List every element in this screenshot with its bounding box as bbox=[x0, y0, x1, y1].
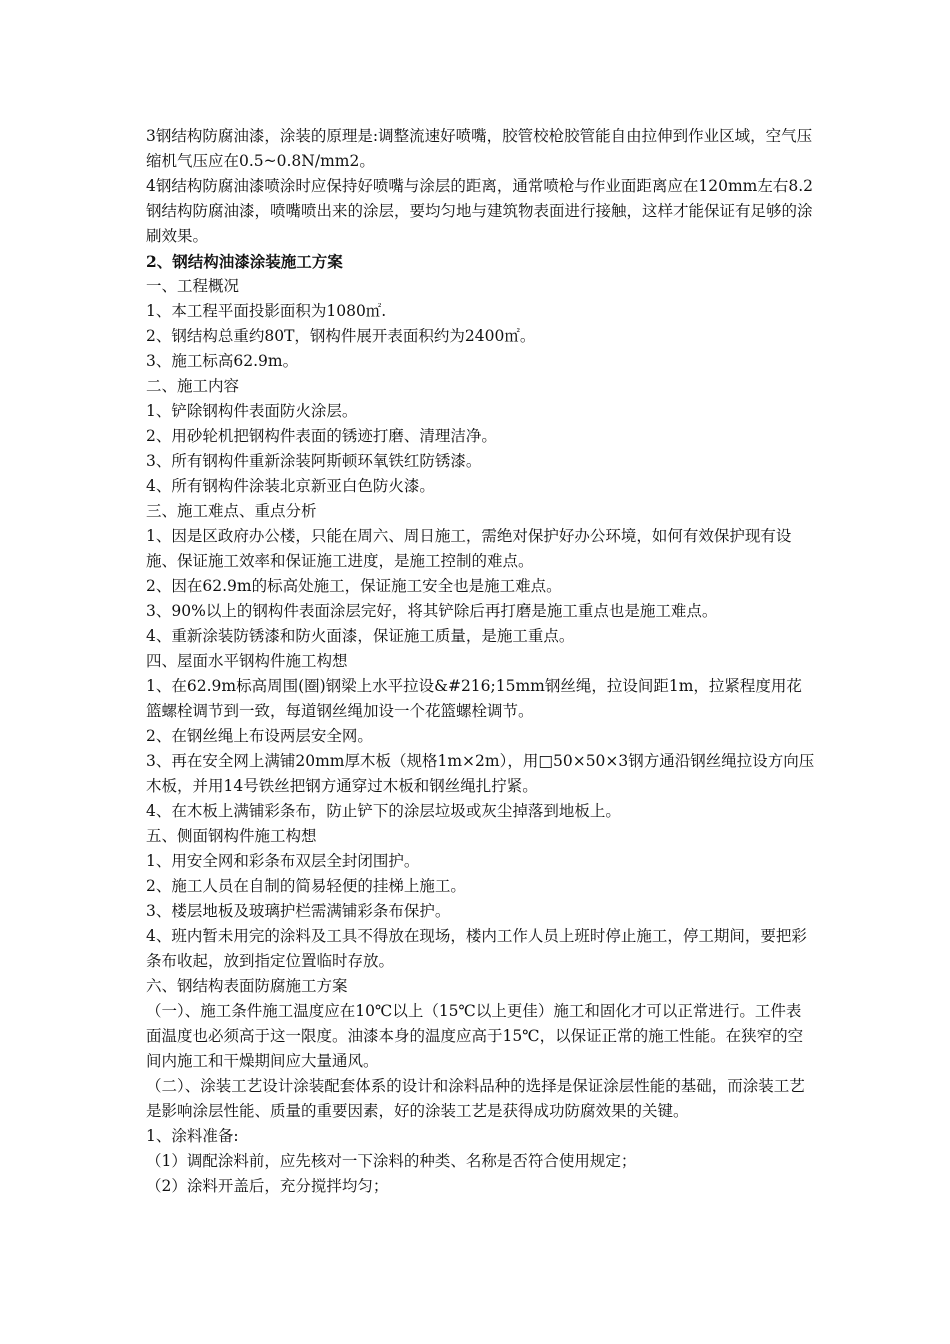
paragraph: 2、在钢丝绳上布设两层安全网。 bbox=[146, 727, 373, 745]
paragraph: （2）涂料开盖后，充分搅拌均匀； bbox=[146, 1177, 389, 1195]
paragraph: 三、施工难点、重点分析 bbox=[146, 502, 317, 520]
paragraph: 1、在62.9m标高周围(圈)钢梁上水平拉设&#216;15mm钢丝绳，拉设间距1m，拉紧程度用花篮螺栓调节到一致，每道钢丝绳加设一个花篮螺栓调节。 bbox=[146, 677, 802, 720]
paragraph: （二）、涂装工艺设计涂装配套体系的设计和涂料品种的选择是保证涂层性能的基础，而涂装工艺是影响涂层性能、质量的重要因素，好的涂装工艺是获得成功防腐效果的关键。 bbox=[146, 1077, 805, 1120]
paragraph: 2、施工人员在自制的简易轻便的挂梯上施工。 bbox=[146, 877, 466, 895]
paragraph: 4、在木板上满铺彩条布，防止铲下的涂层垃圾或灰尘掉落到地板上。 bbox=[146, 802, 621, 820]
paragraph: 六、钢结构表面防腐施工方案 bbox=[146, 977, 348, 995]
paragraph: 2、钢结构总重约80T，钢构件展开表面积约为2400㎡。 bbox=[146, 327, 536, 345]
paragraph: 四、屋面水平钢构件施工构想 bbox=[146, 652, 348, 670]
paragraph: （一）、施工条件施工温度应在10℃以上（15℃以上更佳）施工和固化才可以正常进行。工件表面温度也必须高于这一限度。油漆本身的温度应高于15℃，以保证正常的施工性能。在狭窄的空间内施工和干燥期间应大量通风。 bbox=[146, 1002, 804, 1070]
document-body bbox=[146, 124, 816, 1199]
paragraph: 1、用安全网和彩条布双层全封闭围护。 bbox=[146, 852, 420, 870]
section-heading: 2、钢结构油漆涂装施工方案 bbox=[146, 252, 343, 271]
paragraph: 2、因在62.9m的标高处施工，保证施工安全也是施工难点。 bbox=[146, 577, 562, 595]
paragraph: 4、班内暂未用完的涂料及工具不得放在现场，楼内工作人员上班时停止施工，停工期间，要把彩条布收起，放到指定位置临时存放。 bbox=[146, 927, 807, 970]
paragraph: 1、本工程平面投影面积为1080㎡. bbox=[146, 302, 387, 320]
paragraph: 3、再在安全网上满铺20mm厚木板（规格1m×2m），用□50×50×3钢方通沿钢丝绳拉设方向压木板，并用14号铁丝把钢方通穿过木板和钢丝绳扎拧紧。 bbox=[146, 752, 815, 795]
paragraph: 一、工程概况 bbox=[146, 277, 240, 295]
paragraph: （1）调配涂料前，应先核对一下涂料的种类、名称是否符合使用规定； bbox=[146, 1152, 637, 1170]
paragraph: 4、重新涂装防锈漆和防火面漆，保证施工质量，是施工重点。 bbox=[146, 627, 575, 645]
paragraph: 2、用砂轮机把钢构件表面的锈迹打磨、清理洁净。 bbox=[146, 427, 497, 445]
paragraph: 4钢结构防腐油漆喷涂时应保持好喷嘴与涂层的距离，通常喷枪与作业面距离应在120mm左右8.2钢结构防腐油漆，喷嘴喷出来的涂层，要均匀地与建筑物表面进行接触，这样才能保证有足够的涂刷效果。 bbox=[146, 177, 813, 245]
paragraph: 3、90%以上的钢构件表面涂层完好，将其铲除后再打磨是施工重点也是施工难点。 bbox=[146, 602, 718, 620]
paragraph: 五、侧面钢构件施工构想 bbox=[146, 827, 317, 845]
paragraph: 1、铲除钢构件表面防火涂层。 bbox=[146, 402, 358, 420]
paragraph: 3钢结构防腐油漆，涂装的原理是:调整流速好喷嘴，胶管校枪胶管能自由拉伸到作业区域，空气压缩机气压应在0.5~0.8N/mm2。 bbox=[146, 127, 813, 170]
paragraph: 1、涂料准备: bbox=[146, 1127, 239, 1145]
paragraph: 3、楼层地板及玻璃护栏需满铺彩条布保护。 bbox=[146, 902, 451, 920]
paragraph: 3、所有钢构件重新涂装阿斯顿环氧铁红防锈漆。 bbox=[146, 452, 482, 470]
paragraph: 二、施工内容 bbox=[146, 377, 240, 395]
paragraph: 3、施工标高62.9m。 bbox=[146, 352, 299, 370]
paragraph: 4、所有钢构件涂装北京新亚白色防火漆。 bbox=[146, 477, 435, 495]
paragraph: 1、因是区政府办公楼，只能在周六、周日施工，需绝对保护好办公环境，如何有效保护现有设施、保证施工效率和保证施工进度，是施工控制的难点。 bbox=[146, 527, 792, 570]
